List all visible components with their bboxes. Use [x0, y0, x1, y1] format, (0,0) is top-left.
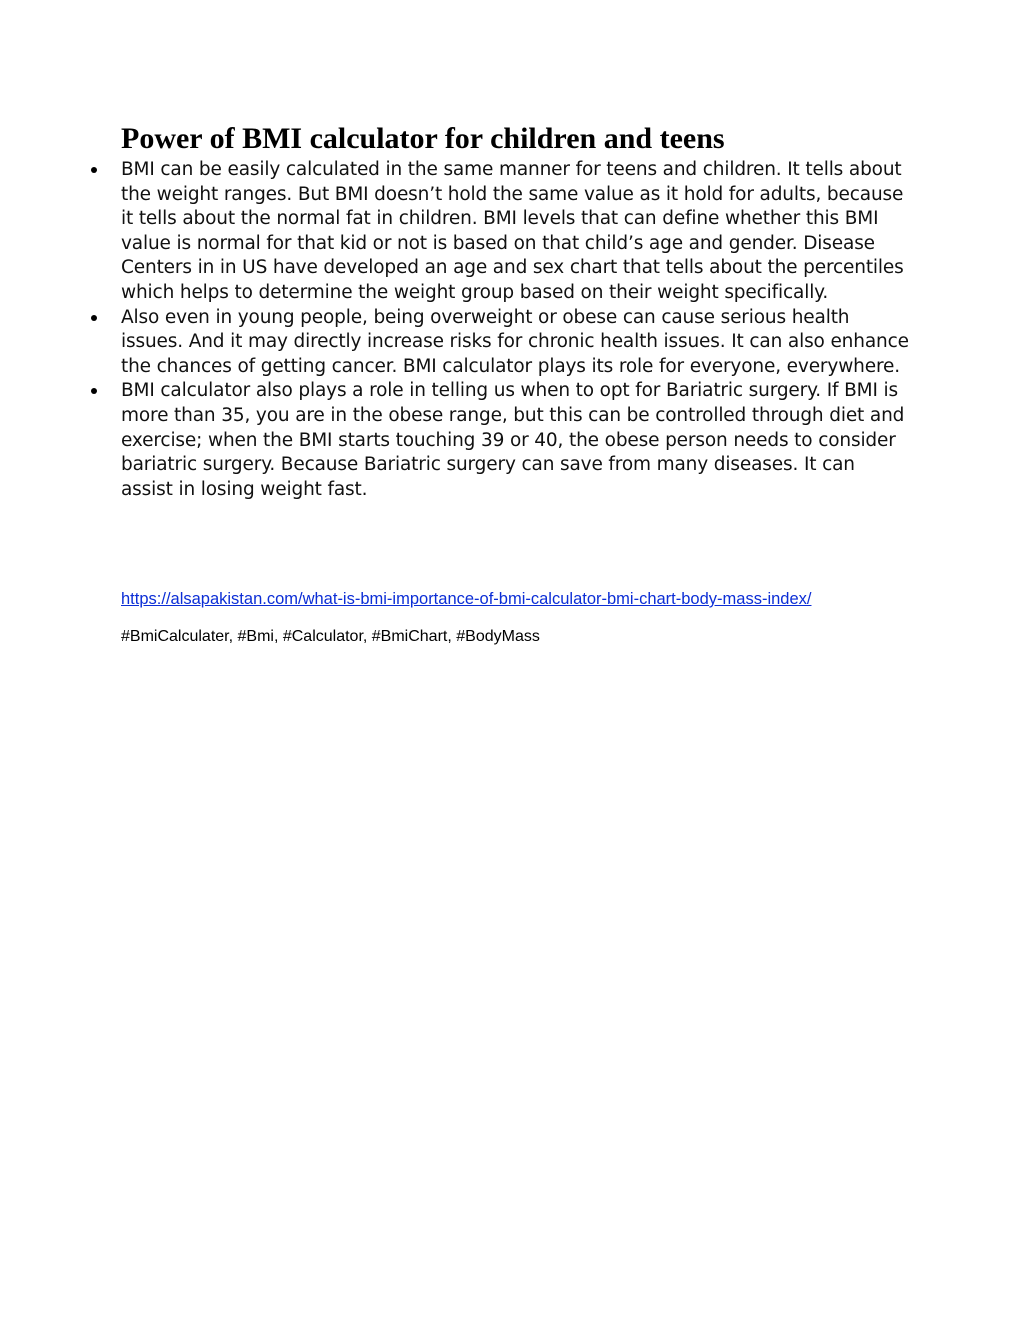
- list-item-text: BMI can be easily calculated in the same manner for teens and children. It tells about the weight ranges. But BMI doesn’t hold the same value as it hold for adults, because it tells about the normal fat in children. BMI levels that can define whether this BMI value is normal for that kid or not is based on that child’s age and gender. Disease Centers in in US have developed an age and sex chart that tells about the percentiles which helps to determine the weight group based on their weight specifically.: [121, 159, 904, 303]
- page-title: Power of BMI calculator for children and teens: [121, 122, 725, 155]
- list-item-text: BMI calculator also plays a role in telling us when to opt for Bariatric surgery. If BMI is more than 35, you are in the obese range, but this can be controlled through diet and exercise; when the BMI starts touching 39 or 40, the obese person needs to consider bariatric surgery. Because Bariatric surgery can save from many diseases. It can assist in losing weight fast.: [121, 380, 905, 500]
- list-item-text: Also even in young people, being overweight or obese can cause serious health issues. And it may directly increase risks for chronic health issues. It can also enhance the chances of getting cancer. BMI calculator plays its role for everyone, everywhere.: [121, 306, 909, 377]
- bullet-icon: [91, 388, 97, 394]
- hashtags: #BmiCalculater, #Bmi, #Calculator, #BmiChart, #BodyMass: [121, 628, 540, 645]
- list-item: [121, 158, 911, 306]
- bullet-icon: [91, 315, 97, 321]
- list-item: [121, 306, 911, 380]
- source-link[interactable]: https://alsapakistan.com/what-is-bmi-importance-of-bmi-calculator-bmi-chart-body-mass-index/: [121, 590, 812, 608]
- bullet-list: [121, 158, 911, 502]
- bullet-icon: [91, 167, 97, 173]
- list-item: [121, 379, 911, 502]
